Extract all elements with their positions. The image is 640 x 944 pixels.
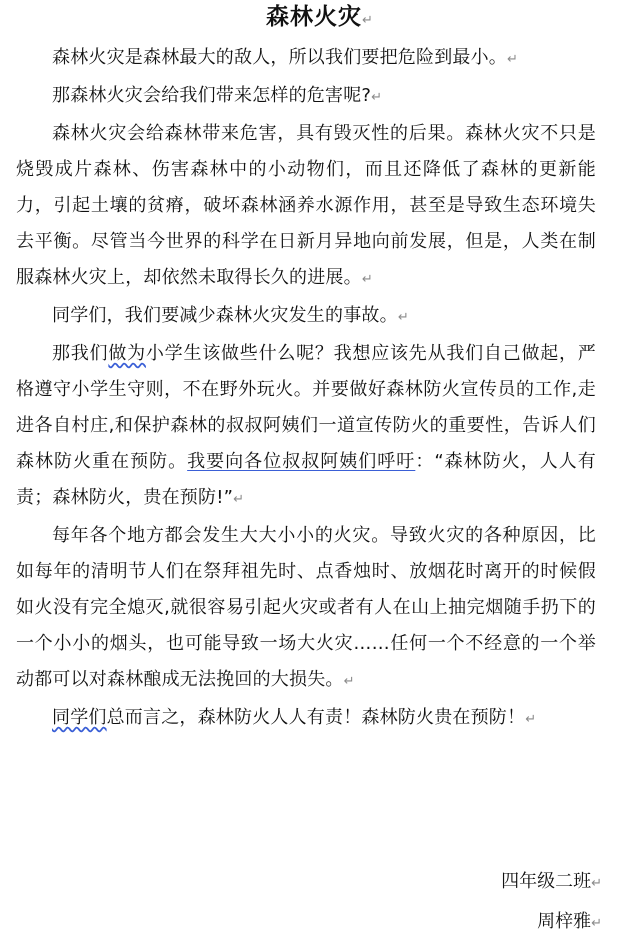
paragraph-1-text: 森林火灾是森林最大的敌人，所以我们要把危险到最小。: [52, 47, 507, 68]
paragraph-2-text: 那森林火灾会给我们带来怎样的危害呢?: [52, 85, 372, 106]
title-text: 森林火灾: [266, 4, 363, 30]
paragraph-1: [16, 40, 596, 78]
paragraph-3-text: 森林火灾会给森林带来危害，具有毁灭性的后果。森林火灾不只是烧毁成片森林、伤害森林中的小动物们，而且还降低了森林的更新能力，引起土壤的贫瘠，破坏森林涵养水源作用，甚至是导致生态环境失去平衡。尽管当今世界的科学在日新月异地向前发展，但是，人类在制服森林火灾上，却依然未取得长久的进展。: [16, 123, 596, 288]
paragraph-mark: ↵: [343, 674, 355, 689]
class-name: 四年级二班: [501, 871, 592, 892]
paragraph-mark: ↵: [361, 272, 373, 287]
paragraph-mark: ↵: [362, 13, 374, 28]
author-name: 周梓雅: [537, 911, 592, 932]
paragraph-5-text-c: 小学生该做些什么呢？我想应该先从我们自己做起，严格遵守小学生守则，不在野外玩火。并要做好森林防火宣传员的工作,走进各自村庄,和保护森林的叔叔阿姨们一道宣传防火的重要性，告诉人们森林防火重在预防。: [16, 343, 596, 472]
paragraph-6: [16, 518, 596, 700]
paragraph-7: [16, 700, 596, 738]
paragraph-4-text: 同学们，我们要减少森林火灾发生的事故。: [52, 305, 398, 326]
paragraph-4: [16, 298, 596, 336]
document-title: [0, 2, 640, 36]
paragraph-mark: ↵: [397, 310, 409, 325]
paragraph-5-text-e: ：“森林防火，人人有责；森林防火，贵在预防!”: [16, 451, 596, 508]
paragraph-5: [16, 336, 596, 518]
paragraph-7-text: 总而言之，森林防火人人有责！森林防火贵在预防！: [106, 707, 526, 728]
paragraph-6-text: 每年各个地方都会发生大大小小的火灾。导致火灾的各种原因，比如每年的清明节人们在祭拜祖先时、点香烛时、放烟花时离开的时候假如火没有完全熄灭,就很容易引起火灾或者有人在山上抽完烟随手扔下的一个小小的烟头，也可能导致一场大火灾……任何一个不经意的一个举动都可以对森林酿成无法挽回的大损失。: [16, 525, 596, 690]
paragraph-5-text-a: 那我们: [52, 343, 109, 364]
underlined-phrase: 我要向各位叔叔阿姨们呼吁: [187, 451, 416, 472]
paragraph-mark: ↵: [591, 916, 602, 931]
grammar-flag[interactable]: 做为: [108, 343, 146, 364]
paragraph-mark: ↵: [507, 52, 519, 67]
document-body: [16, 40, 596, 738]
paragraph-2: [16, 78, 596, 116]
signature-class: [501, 867, 602, 899]
paragraph-mark: ↵: [371, 90, 383, 105]
paragraph-mark: ↵: [525, 712, 537, 727]
paragraph-mark: ↵: [233, 492, 245, 507]
paragraph-3: [16, 116, 596, 298]
spelling-flag[interactable]: 同学们: [52, 707, 107, 728]
paragraph-mark: ↵: [591, 876, 602, 891]
signature-author: [537, 907, 602, 939]
